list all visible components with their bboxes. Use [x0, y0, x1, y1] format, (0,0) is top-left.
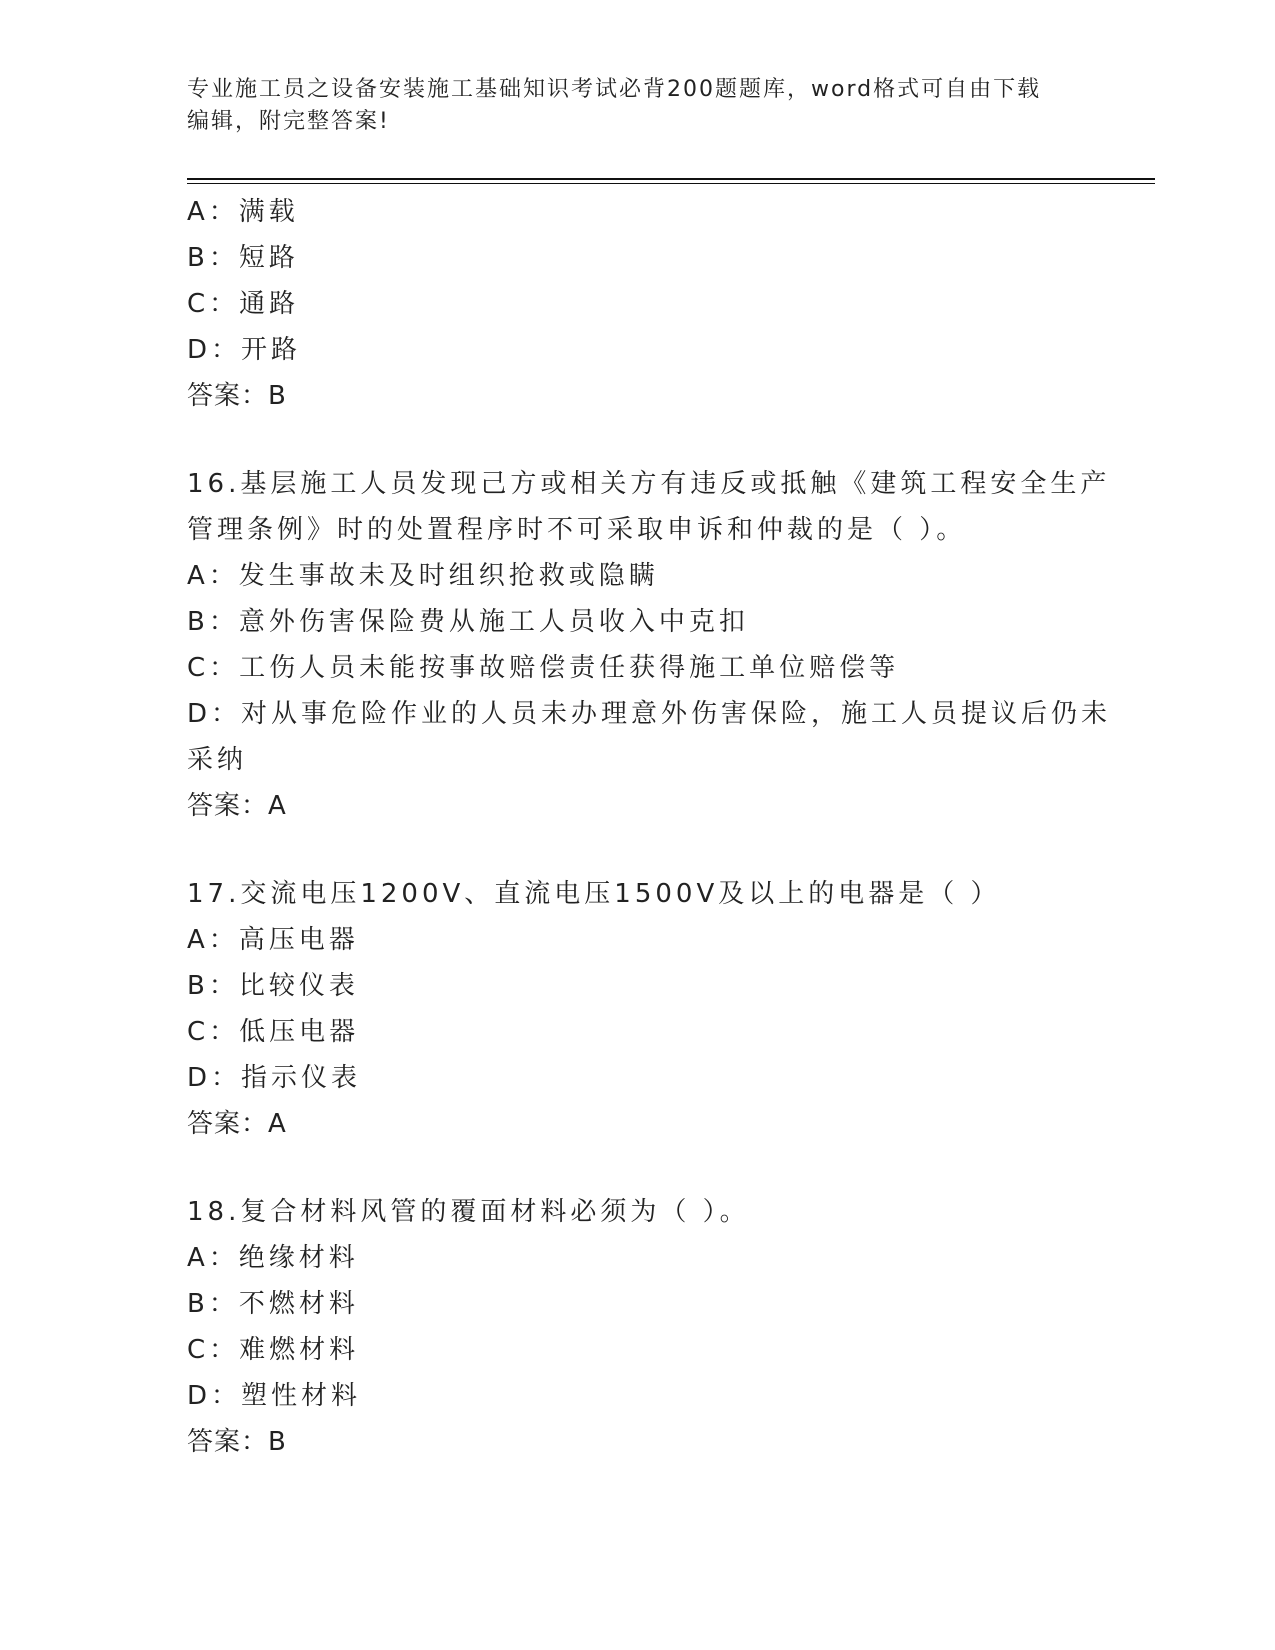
- option-b: B：意外伤害保险费从施工人员收入中克扣: [187, 607, 749, 637]
- option-c: C：通路: [187, 289, 300, 319]
- question-15: [187, 189, 1087, 419]
- question-stem-line-2: 管理条例》时的处置程序时不可采取申诉和仲裁的是（ ）。: [187, 515, 967, 545]
- option-a: A：绝缘材料: [187, 1243, 359, 1273]
- spacer: [187, 829, 1087, 871]
- answer: 答案：B: [187, 381, 287, 411]
- option-a: A：发生事故未及时组织抢救或隐瞒: [187, 561, 659, 591]
- question-17: [187, 871, 1087, 1147]
- answer: 答案：A: [187, 1109, 287, 1139]
- document-header: [187, 74, 1067, 138]
- option-a: A：高压电器: [187, 925, 359, 955]
- header-divider-thin: [187, 183, 1155, 184]
- answer: 答案：B: [187, 1427, 287, 1457]
- option-c: C：工伤人员未能按事故赔偿责任获得施工单位赔偿等: [187, 653, 900, 683]
- answer: 答案：A: [187, 791, 287, 821]
- option-d-line-1: D：对从事危险作业的人员未办理意外伤害保险，施工人员提议后仍未: [187, 699, 1112, 729]
- question-stem: 17.交流电压1200V、直流电压1500V及以上的电器是（ ）: [187, 879, 1001, 909]
- question-stem-line-1: 16.基层施工人员发现己方或相关方有违反或抵触《建筑工程安全生产: [187, 469, 1111, 499]
- spacer: [187, 419, 1087, 461]
- option-b: B：比较仪表: [187, 971, 359, 1001]
- option-c: C：低压电器: [187, 1017, 360, 1047]
- option-c: C：难燃材料: [187, 1335, 360, 1365]
- question-list: [187, 189, 1112, 1465]
- option-d: D：塑性材料: [187, 1381, 362, 1411]
- option-b: B：短路: [187, 243, 299, 273]
- option-a: A：满载: [187, 197, 299, 227]
- question-stem: 18.复合材料风管的覆面材料必须为（ ）。: [187, 1197, 750, 1227]
- option-d: D：指示仪表: [187, 1063, 362, 1093]
- option-b: B：不燃材料: [187, 1289, 359, 1319]
- header-divider-thick: [187, 178, 1155, 180]
- header-title-line-1: 专业施工员之设备安装施工基础知识考试必背200题题库，word格式可自由下载: [187, 77, 1042, 102]
- option-d: D：开路: [187, 335, 302, 365]
- option-d-line-2: 采纳: [187, 745, 248, 775]
- spacer: [187, 1147, 1087, 1189]
- question-16: [187, 461, 1112, 829]
- question-18: [187, 1189, 1087, 1465]
- header-title-line-2: 编辑，附完整答案!: [187, 109, 390, 134]
